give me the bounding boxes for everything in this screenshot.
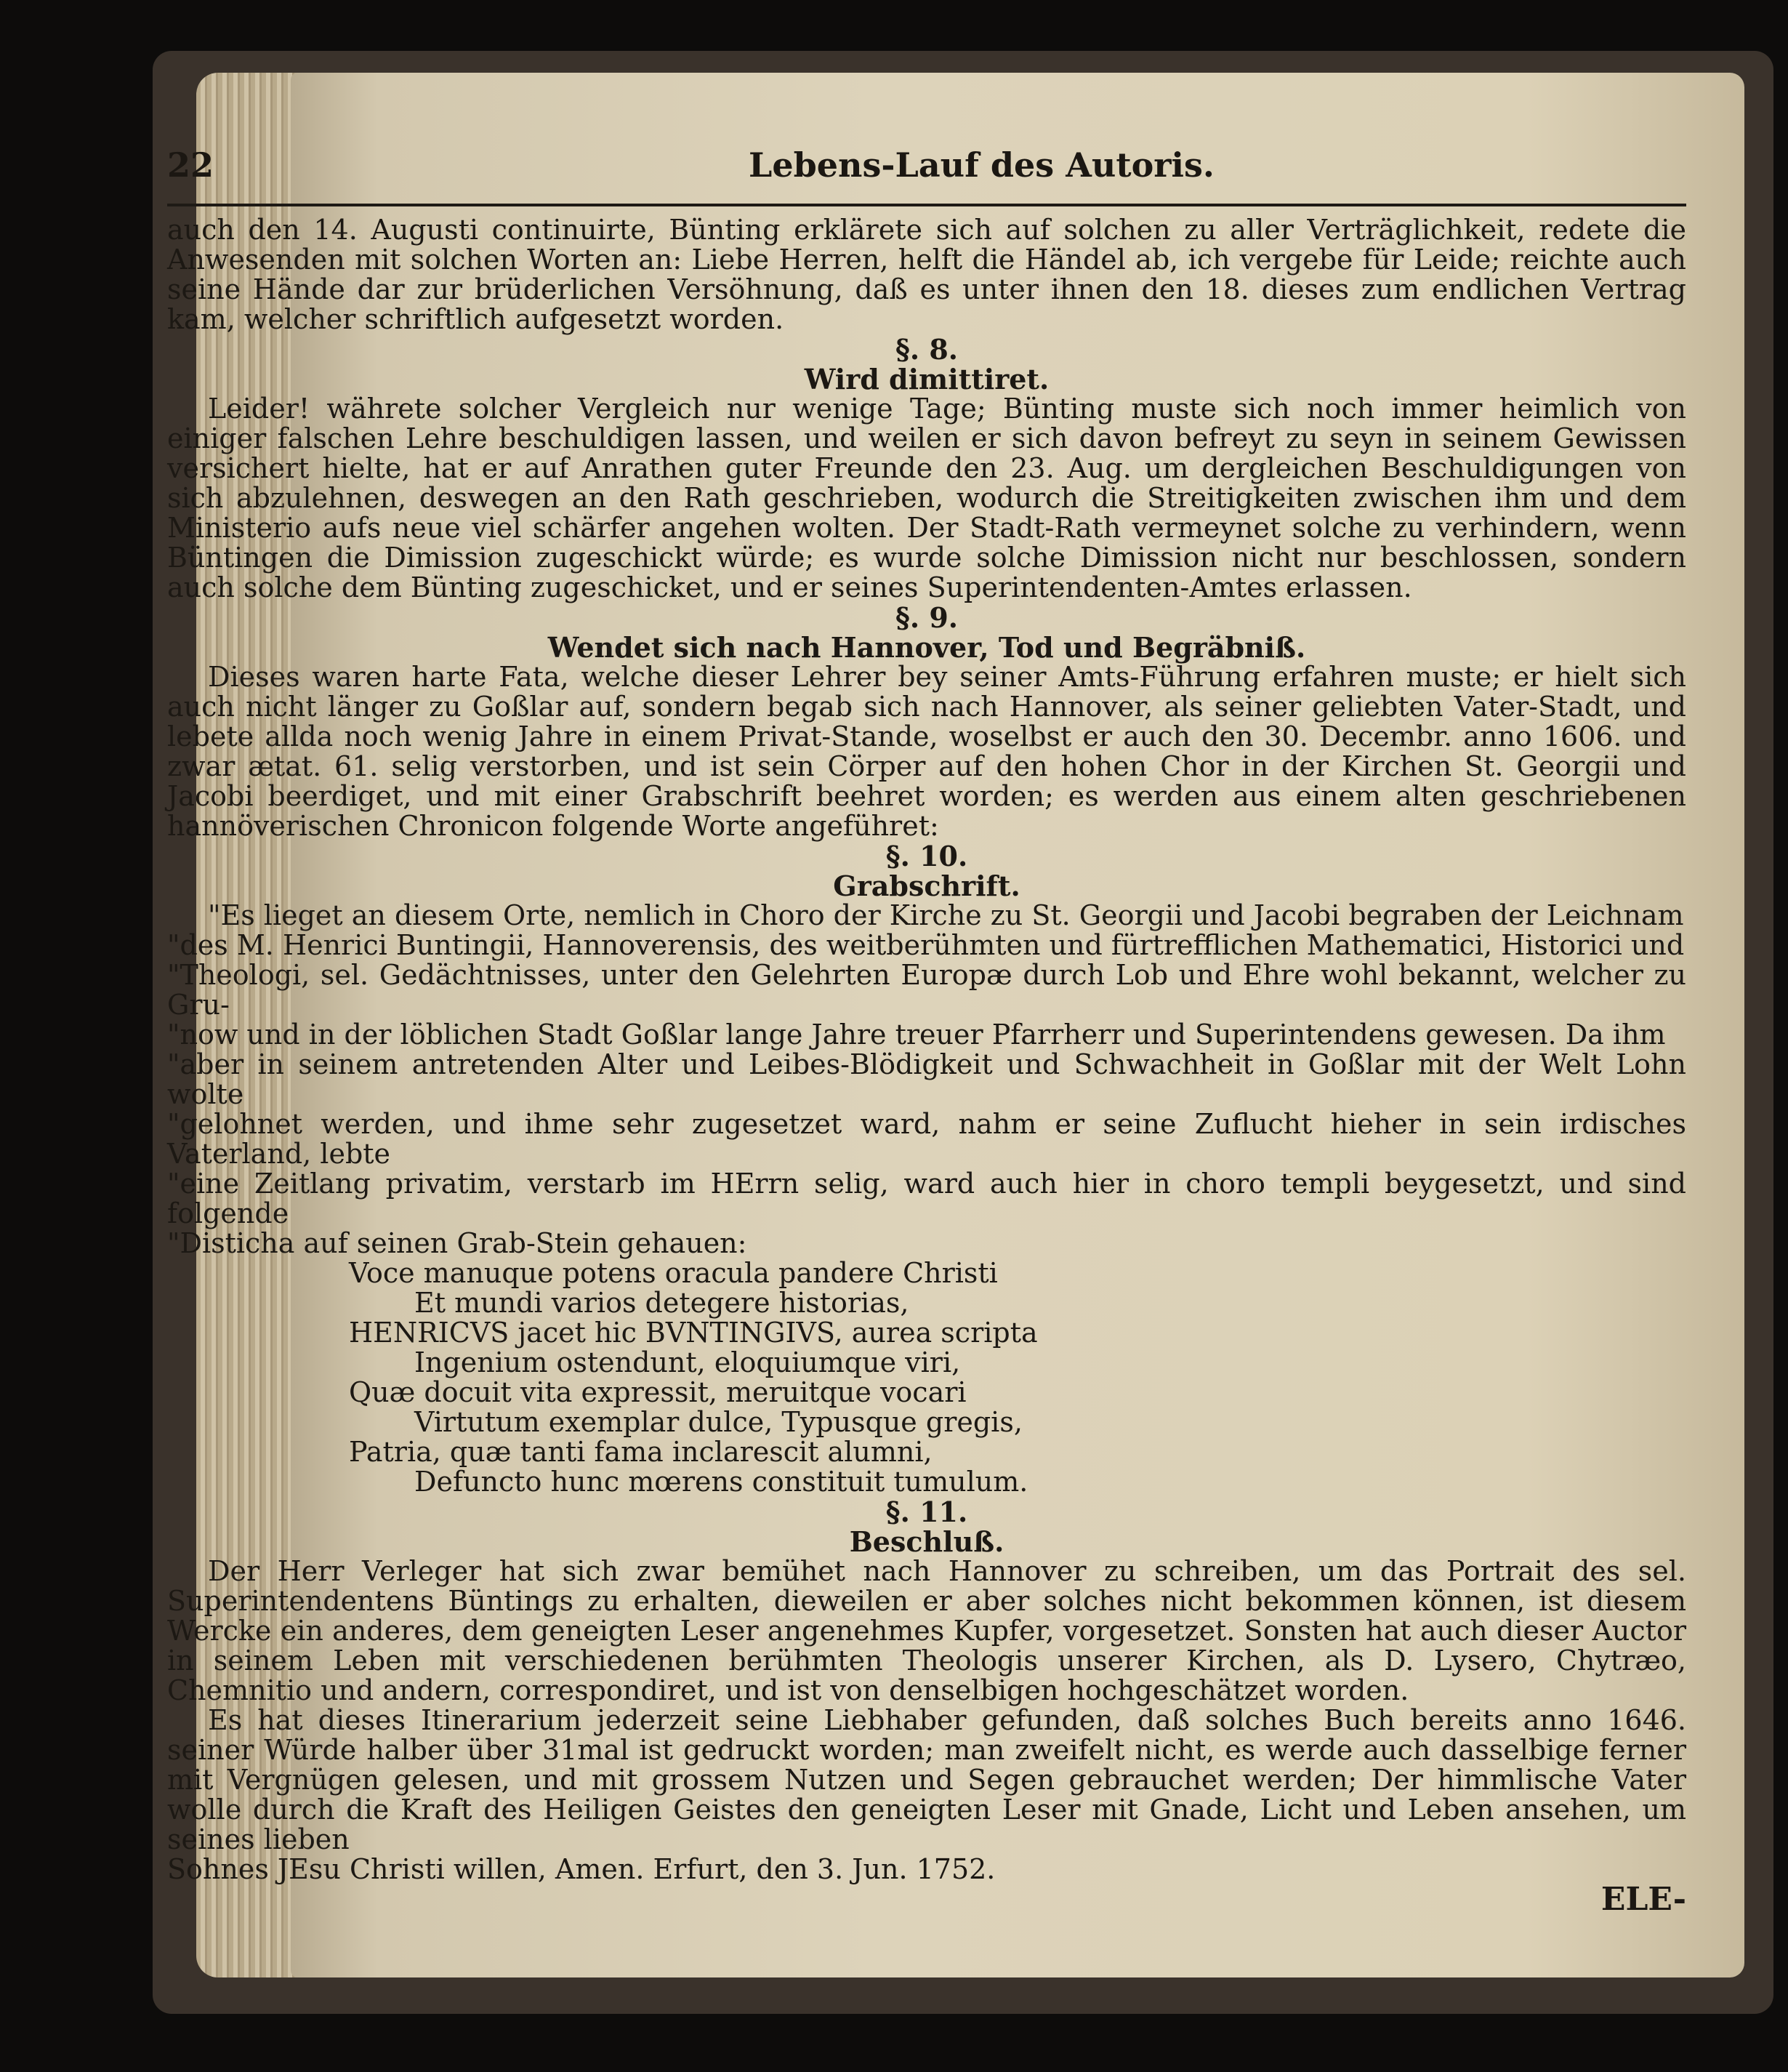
poem-line: Et mundi varios detegere historias, — [414, 1287, 909, 1319]
page-header — [167, 145, 1686, 189]
poem-line: Patria, quæ tanti fama inclarescit alumni, — [349, 1436, 933, 1468]
epitaph-line: "Es lieget an diesem Orte, nemlich in Choro der Kirche zu St. Georgii und Jacobi begraben der Leichnam — [208, 899, 1684, 931]
running-title: Lebens-Lauf des Autoris. — [749, 145, 1215, 185]
poem-line: Quæ docuit vita expressit, meruitque vocari — [349, 1376, 967, 1408]
section-title: Wendet sich nach Hannover, Tod und Begräbniß. — [547, 631, 1306, 664]
section-title: Grabschrift. — [833, 870, 1020, 902]
epitaph-line: "now und in der löblichen Stadt Goßlar lange Jahre treuer Pfarrherr und Superintendens gewesen. Da ihm — [167, 1019, 1666, 1051]
section-number: §. 10. — [885, 840, 968, 872]
section-text: Der Herr Verleger hat sich zwar bemühet nach Hannover zu schreiben, um das Portrait des sel. Superintendentens Büntings zu erhalten, dieweilen er aber solches nicht bekommen können, ist diesem Wercke ein anderes, dem geneigten Leser angenehmes Kupfer, vorgesetzet. Sonsten hat auch dieser Auctor in seinem Leben mit verschiedenen berühmten Theologis unserer Kirchen, als D. Lysero, Chytræo, Chemnitio und andern, correspondiret, und ist von denselbigen hochgeschätzet worden. — [167, 1555, 1686, 1706]
section-title: Wird dimittiret. — [804, 363, 1050, 395]
header-rule — [167, 204, 1686, 206]
section-text: Leider! währete solcher Vergleich nur wenige Tage; Bünting muste sich noch immer heimlich von einiger falschen Lehre beschuldigen lassen, und weilen er sich davon befreyt zu seyn in seinem Gewissen versichert hielte, hat er auf Anrathen guter Freunde den 23. Aug. um dergleichen Beschuldigungen von sich abzulehnen, deswegen an den Rath geschrieben, wodurch die Streitigkeiten zwischen ihm und dem Ministerio aufs neue viel schärfer angehen wolten. Der Stadt-Rath vermeynet solche zu verhindern, wenn Büntingen die Dimission zugeschickt würde; es wurde solche Dimission nicht nur beschlossen, sondern auch solche dem Bünting zugeschicket, und er seines Superintendenten-Amtes erlassen. — [167, 393, 1686, 603]
poem-line: HENRICVS jacet hic BVNTINGIVS, aurea scripta — [349, 1317, 1038, 1349]
section-text: Dieses waren harte Fata, welche dieser Lehrer bey seiner Amts-Führung erfahren muste; er hielt sich auch nicht länger zu Goßlar auf, sondern begab sich nach Hannover, als seiner geliebten Vater-Stadt, und lebete allda noch wenig Jahre in einem Privat-Stande, woselbst er auch den 30. Decembr. anno 1606. und zwar ætat. 61. selig verstorben, und ist sein Cörper auf den hohen Chor in der Kirchen St. Georgii und Jacobi beerdiget, und mit einer Grabschrift beehret worden; es werden aus einem alten geschriebenen hannöverischen Chronicon folgende Worte angeführet: — [167, 661, 1686, 842]
epitaph-line: "des M. Henrici Buntingii, Hannoverensis, des weitberühmten und fürtrefflichen Mathematici, Historici und — [167, 929, 1685, 961]
epitaph-line: "aber in seinem antretenden Alter und Leibes-Blödigkeit und Schwachheit in Goßlar mit der Welt Lohn wolte — [167, 1048, 1686, 1110]
epitaph-line: "eine Zeitlang privatim, verstarb im HErrn selig, ward auch hier in choro templi beygesetzt, und sind folgende — [167, 1168, 1686, 1229]
epitaph-poem — [349, 1258, 1686, 1497]
section-number: §. 11. — [885, 1495, 968, 1528]
section-title: Beschluß. — [849, 1525, 1004, 1558]
paragraph-intro: auch den 14. Augusti continuirte, Bünting erklärete sich auf solchen zu aller Verträglichkeit, redete die Anwesenden mit solchen Worten an: Liebe Herren, helft die Händel ab, ich vergebe für Leide; reichte auch seine Hände dar zur brüderlichen Versöhnung, daß es unter ihnen den 18. dieses zum endlichen Vertrag kam, welcher schriftlich aufgesetzt worden. — [167, 214, 1686, 335]
poem-line: Voce manuque potens oracula pandere Christi — [349, 1257, 998, 1289]
section-number: §. 9. — [895, 601, 958, 634]
page-number: 22 — [167, 145, 214, 185]
catchword: ELE- — [1600, 1881, 1686, 1918]
epitaph-line: "Theologi, sel. Gedächtnisses, unter den Gelehrten Europæ durch Lob und Ehre wohl bekannt, welcher zu Gru- — [167, 959, 1686, 1021]
page-body — [167, 214, 1686, 1918]
epitaph-prose — [167, 901, 1686, 1258]
epitaph-line: "Disticha auf seinen Grab-Stein gehauen: — [167, 1227, 747, 1259]
poem-line: Defuncto hunc mœrens constituit tumulum. — [414, 1466, 1028, 1498]
section-number: §. 8. — [895, 333, 958, 366]
epitaph-line: "gelohnet werden, und ihme sehr zugesetzet ward, nahm er seine Zuflucht hieher in sein irdisches Vaterland, lebte — [167, 1108, 1686, 1170]
poem-line: Virtutum exemplar dulce, Typusque gregis, — [414, 1406, 1023, 1438]
closing-line: Sohnes JEsu Christi willen, Amen. Erfurt, den 3. Jun. 1752. — [167, 1853, 996, 1885]
section-text: Es hat dieses Itinerarium jederzeit seine Liebhaber gefunden, daß solches Buch bereits anno 1646. seiner Würde halber über 31mal ist gedruckt worden; man zweifelt nicht, es werde auch dasselbige ferner mit Vergnügen gelesen, und mit grossem Nutzen und Segen gebrauchet werden; Der himmlische Vater wolle durch die Kraft des Heiligen Geistes den geneigten Leser mit Gnade, Licht und Leben ansehen, um seines lieben — [167, 1704, 1686, 1855]
poem-line: Ingenium ostendunt, eloquiumque viri, — [414, 1346, 961, 1378]
